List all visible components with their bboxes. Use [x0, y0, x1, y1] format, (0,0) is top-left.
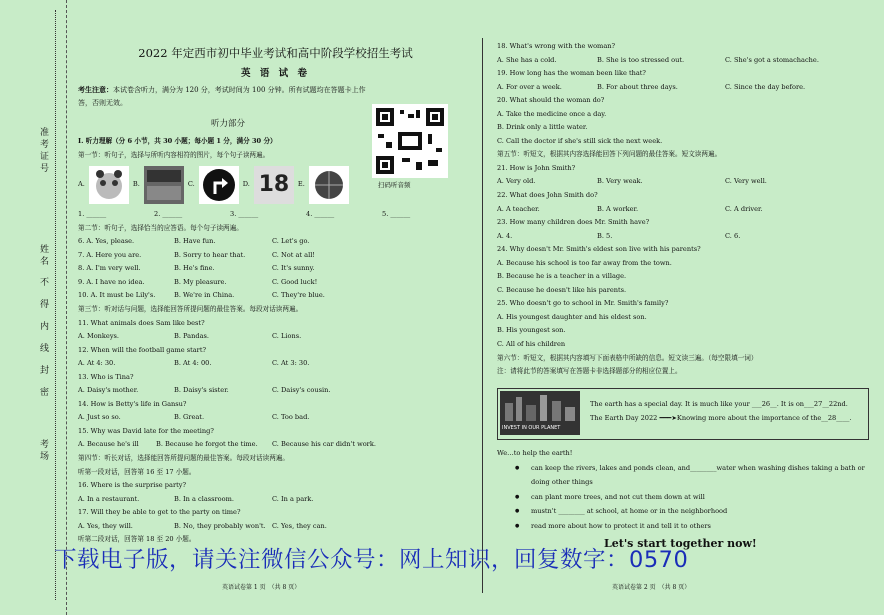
list-item-continuation: doing other things — [531, 478, 593, 486]
option-line: C. Call the doctor if she's still sick the next week. — [497, 136, 663, 145]
option-line: C. Because he doesn't like his parents. — [497, 285, 627, 294]
blank-5: 5. ______ — [382, 210, 411, 219]
option-line: C. All of his children — [497, 340, 566, 349]
list-item: ● can keep the rivers, lakes and ponds clean, and________water when washing dishes taking a bath or — [497, 461, 867, 476]
question-text: 24. Why doesn't Mr. Smith's eldest son live with his parents? — [497, 245, 701, 254]
help-earth-list — [497, 446, 867, 533]
exam-subtitle: 英 语 试 卷 — [241, 68, 310, 79]
pic-label-e: E. — [297, 180, 305, 189]
sec1-instructions: 第一节：听句子，选择与所听内容相符的图片，每个句子读两遍。 — [78, 150, 270, 159]
pic-label-b: B. — [132, 180, 140, 189]
earth-day-image-text: INVEST IN OUR PLANET — [502, 425, 561, 431]
option-line: B. His youngest son. — [497, 326, 566, 335]
sec2-instructions: 第二节：听句子，选择恰当的应答语。每个句子读两遍。 — [78, 223, 243, 232]
options-row: A. Yes, they will. B. No, they probably won't. C. Yes, they can. — [78, 521, 327, 530]
answer-blanks — [78, 208, 473, 222]
qr-caption: 扫码听音频 — [378, 181, 411, 189]
margin-label: 准 — [40, 128, 50, 138]
page-footer-right: 英语试卷第 2 页 （共 8 页） — [612, 584, 691, 591]
question-text: 15. Why was David late for the meeting? — [78, 426, 214, 435]
question-text: 14. How is Betty's life in Gansu? — [78, 399, 187, 408]
sec5-instructions: 第五节：听短文，根据其内容选择能回答下列问题的最佳答案。短文读两遍。 — [497, 150, 722, 159]
margin-label: 线 — [40, 344, 50, 354]
question-row: 7. A. Here you are. B. Sorry to hear that. C. Not at all! — [78, 250, 315, 259]
options-row: A. Monkeys. B. Pandas. C. Lions. — [78, 332, 302, 341]
question-text: 17. Will they be able to get to the party on time? — [78, 508, 241, 517]
sec4-sub: 听第一段对话，回答第 16 至 17 小题。 — [78, 467, 196, 476]
pic-label-d: D. — [242, 180, 250, 189]
question-text: 21. How is John Smith? — [497, 163, 576, 172]
binding-margin — [0, 0, 67, 615]
options-row: A. Because he's ill B. Because he forgot the time. C. Because his car didn't work. — [78, 440, 376, 449]
classroom-picture-icon — [144, 166, 184, 204]
blank-2: 2. ______ — [154, 210, 183, 219]
right-column — [497, 40, 872, 379]
question-text: 23. How many children does Mr. Smith have? — [497, 218, 650, 227]
question-row: 10. A. It must be Lily's. B. We're in China. C. They're blue. — [78, 291, 325, 300]
seal-line — [55, 10, 56, 600]
q17-sub: 听第二段对话，回答第 18 至 20 小题。 — [78, 535, 196, 544]
part1-title: I. 听力理解（分 6 小节，共 30 小题；每小题 1 分，满分 30 分） — [78, 137, 277, 146]
margin-label: 号 — [40, 164, 50, 174]
sec4-instructions: 第四节：听长对话，选择能回答所提问题的最佳答案。每段对话读两遍。 — [78, 454, 289, 463]
pic-label-a: A. — [78, 180, 85, 189]
question-text: 25. Who doesn't go to school in Mr. Smith's family? — [497, 299, 669, 308]
download-notice-banner: 下载电子版，请关注微信公众号：网上知识，回复数字：0570 — [54, 547, 689, 573]
qr-code-icon[interactable] — [372, 104, 448, 178]
options-row: A. 4. B. 5. C. 6. — [497, 231, 741, 240]
margin-label: 不 — [40, 278, 50, 288]
options-row: A. At 4: 30. B. At 4: 00. C. At 3: 30. — [78, 359, 310, 368]
margin-label: 场 — [40, 452, 50, 462]
options-row: A. She has a cold. B. She is too stressed out. C. She's got a stomachache. — [497, 55, 819, 64]
blank-1: 1. ______ — [78, 210, 107, 219]
list-item: ● mustn't ________ at school, at home or in the neighborhood — [497, 504, 867, 519]
sec6-instructions: 第六节：听短文，根据其内容填写下面表格中所缺的信息。短文读三遍。（每空限填一词） — [497, 353, 758, 362]
list-item: ● read more about how to protect it and tell it to others — [497, 519, 867, 534]
margin-label: 得 — [40, 300, 50, 310]
city-skyline-icon — [500, 391, 580, 421]
sec3-instructions: 第三节：听对话与问题，选择能回答所提问题的最佳答案。每段对话读两遍。 — [78, 305, 303, 314]
exam-note: 考生注意：本试卷含听力，满分为 120 分，考试时间为 100 分钟。所有试题均在答题卡上作答，否则无效。 — [78, 84, 366, 107]
question-text: 22. What does John Smith do? — [497, 191, 598, 200]
question-text: 18. What's wrong with the woman? — [497, 42, 616, 50]
age-sign-picture: 18 — [254, 166, 294, 204]
margin-label: 封 — [40, 366, 50, 376]
options-row: A. Daisy's mother. B. Daisy's sister. C. Daisy's cousin. — [78, 386, 331, 395]
sec6-note: 注：请将此节的答案填写在答题卡非选择题部分的相应位置上。 — [497, 367, 682, 376]
earth-day-table — [497, 388, 869, 440]
margin-label: 密 — [40, 388, 50, 398]
margin-label: 证 — [40, 152, 50, 162]
question-text: 16. Where is the surprise party? — [78, 481, 187, 490]
basketball-picture-icon — [309, 166, 349, 204]
margin-label: 考 — [40, 140, 50, 150]
question-text: 12. When will the football game start? — [78, 345, 207, 354]
question-text: 11. What animals does Sam like best? — [78, 318, 205, 327]
earth-day-text: The earth has a special day. It is much like your ___26__. It is on___27__22nd. The Earth Day 2022 ━━━➤Knowing more about the importance of the__28____. — [590, 400, 852, 422]
panda-picture-icon — [89, 166, 129, 204]
turn-right-sign-icon — [199, 166, 239, 204]
exam-title: 2022 年定西市初中毕业考试和高中阶段学校招生考试 — [138, 46, 413, 60]
option-line: B. Because he is a teacher in a village. — [497, 272, 627, 281]
options-row: A. A teacher. B. A worker. C. A driver. — [497, 204, 763, 213]
column-divider — [482, 38, 483, 593]
pic-label-c: C. — [187, 180, 195, 189]
question-row: 9. A. I have no idea. B. My pleasure. C. Good luck! — [78, 277, 318, 286]
blank-4: 4. ______ — [306, 210, 335, 219]
options-row: A. Just so so. B. Great. C. Too bad. — [78, 413, 310, 422]
blank-3: 3. ______ — [230, 210, 259, 219]
question-row: 6. A. Yes, please. B. Have fun. C. Let's go. — [78, 237, 310, 246]
earth-day-image — [500, 391, 580, 435]
lets-start-slogan: Let's start together now! — [604, 537, 757, 550]
question-text: 13. Who is Tina? — [78, 372, 134, 381]
option-line: A. His youngest daughter and his eldest son. — [497, 312, 647, 321]
option-line: A. Because his school is too far away from the town. — [497, 258, 672, 267]
question-text: 20. What should the woman do? — [497, 96, 605, 105]
options-row: A. In a restaurant. B. In a classroom. C. In a park. — [78, 494, 314, 503]
options-row: A. Very old. B. Very weak. C. Very well. — [497, 177, 767, 186]
arrow-icon: ━━━➤ — [659, 414, 677, 422]
margin-label: 考 — [40, 440, 50, 450]
margin-label: 内 — [40, 322, 50, 332]
margin-label: 名 — [40, 257, 50, 267]
options-row: A. For over a week. B. For about three days. C. Since the day before. — [497, 82, 806, 91]
question-text: 19. How long has the woman been like that? — [497, 69, 646, 78]
question-row: 8. A. I'm very well. B. He's fine. C. It's sunny. — [78, 264, 315, 273]
option-line: B. Drink only a little water. — [497, 123, 588, 132]
listening-section-title: 听力部分 — [210, 118, 245, 129]
option-line: A. Take the medicine once a day. — [497, 109, 607, 118]
list-item: ● can plant more trees, and not cut them down at will — [497, 490, 867, 505]
page-footer-left: 英语试卷第 1 页 （共 8 页） — [222, 584, 301, 591]
help-title: We…to help the earth! — [497, 449, 573, 457]
margin-label: 姓 — [40, 245, 50, 255]
